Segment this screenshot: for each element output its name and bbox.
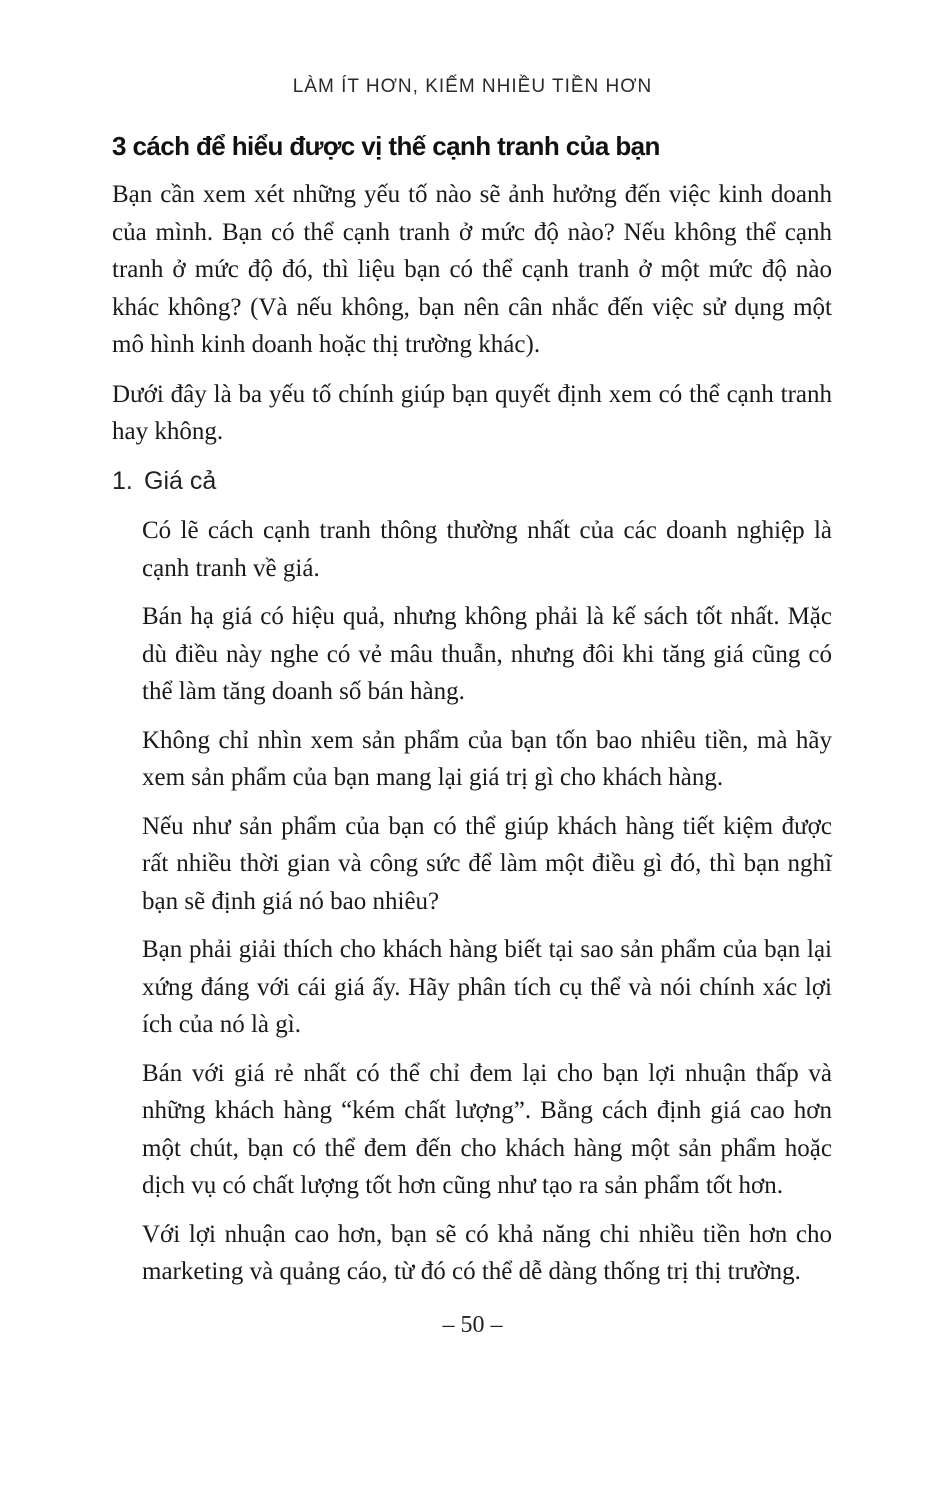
intro-paragraph: Bạn cần xem xét những yếu tố nào sẽ ảnh hưởng đến việc kinh doanh của mình. Bạn có thể cạnh tranh ở mức độ nào? Nếu không thể cạnh tranh ở mức độ đó, thì liệu bạn có thể cạnh tranh ở một mức độ nào khác không? (Và nếu không, bạn nên cân nhắc đến việc sử dụng một mô hình kinh doanh hoặc thị trường khác). <box>112 181 832 358</box>
body-paragraph: Với lợi nhuận cao hơn, bạn sẽ có khả năng chi nhiều tiền hơn cho marketing và quảng cáo, từ đó có thể dễ dàng thống trị thị trường. <box>142 1220 832 1285</box>
list-item-heading <box>112 463 832 501</box>
body-paragraph: Bán hạ giá có hiệu quả, nhưng không phải là kế sách tốt nhất. Mặc dù điều này nghe có vẻ mâu thuẫn, nhưng đôi khi tăng giá cũng có thể làm tăng doanh số bán hàng. <box>142 603 832 705</box>
running-header: LÀM ÍT HƠN, KIẾM NHIỀU TIỀN HƠN <box>292 76 653 97</box>
body-paragraph: Có lẽ cách cạnh tranh thông thường nhất của các doanh nghiệp là cạnh tranh về giá. <box>142 517 832 582</box>
list-item-body <box>112 512 832 1291</box>
list-item-number: 1. <box>112 466 133 495</box>
body-paragraph: Không chỉ nhìn xem sản phẩm của bạn tốn bao nhiêu tiền, mà hãy xem sản phẩm của bạn mang lại giá trị gì cho khách hàng. <box>142 726 832 791</box>
section-title: 3 cách để hiểu được vị thế cạnh tranh của bạn <box>112 131 660 161</box>
body-paragraph: Bạn phải giải thích cho khách hàng biết tại sao sản phẩm của bạn lại xứng đáng với cái giá ấy. Hãy phân tích cụ thể và nói chính xác lợi ích của nó là gì. <box>142 936 832 1038</box>
list-item-label: Giá cả <box>144 466 217 495</box>
body-paragraph: Bán với giá rẻ nhất có thể chỉ đem lại cho bạn lợi nhuận thấp và những khách hàng “kém chất lượng”. Bằng cách định giá cao hơn một chút, bạn có thể đem đến cho khách hàng một sản phẩm hoặc dịch vụ có chất lượng tốt hơn cũng như tạo ra sản phẩm tốt hơn. <box>142 1059 832 1199</box>
page-content <box>112 128 832 1302</box>
page-number: – 50 – <box>442 1312 503 1338</box>
intro-paragraph: Dưới đây là ba yếu tố chính giúp bạn quyết định xem có thể cạnh tranh hay không. <box>112 380 832 445</box>
body-paragraph: Nếu như sản phẩm của bạn có thể giúp khách hàng tiết kiệm được rất nhiều thời gian và công sức để làm một điều gì đó, thì bạn nghĩ bạn sẽ định giá nó bao nhiêu? <box>142 812 832 915</box>
